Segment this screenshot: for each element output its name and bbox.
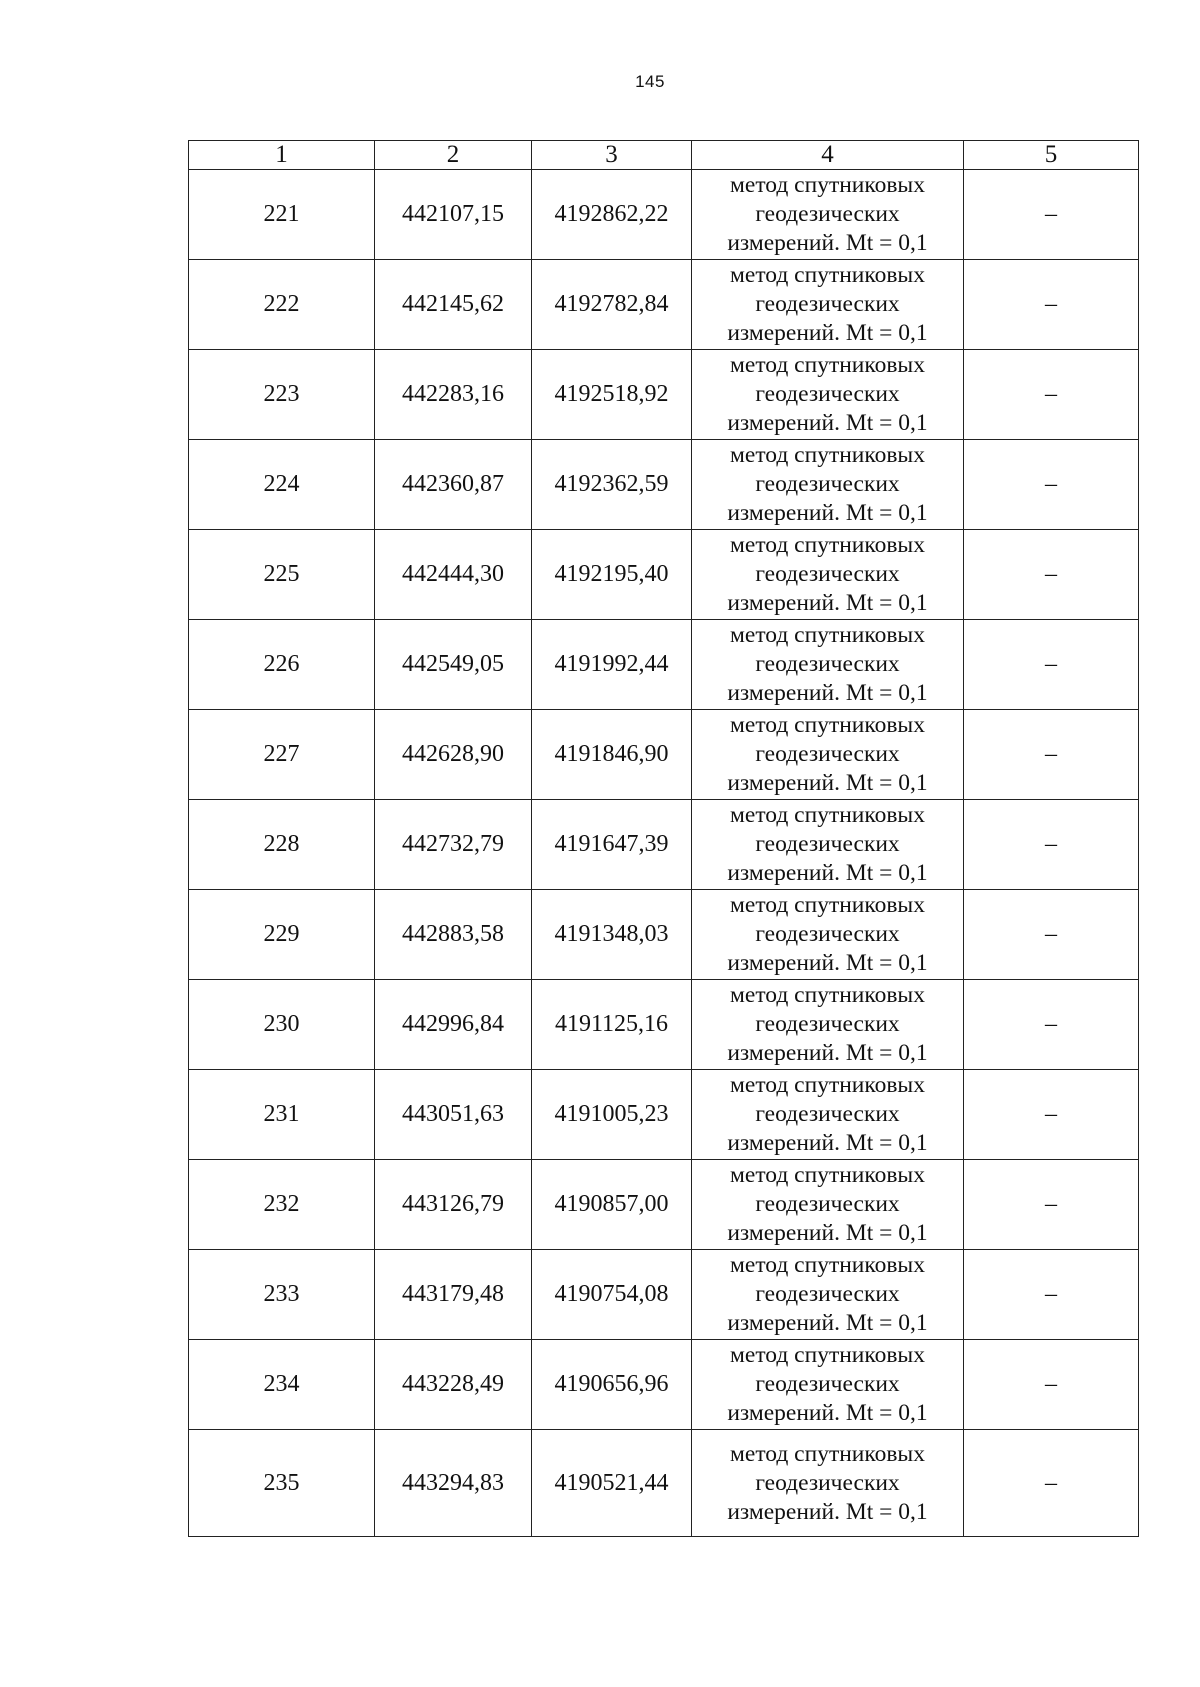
method-cell — [692, 800, 964, 890]
note-dash: – — [1045, 651, 1057, 677]
method-cell — [692, 890, 964, 980]
method-cell — [692, 1250, 964, 1340]
method-line: измерений. Mt = 0,1 — [727, 590, 928, 616]
note-cell — [964, 1250, 1139, 1340]
note-dash: – — [1045, 831, 1057, 857]
point-number-cell: 221 — [189, 170, 375, 260]
method-line: измерений. Mt = 0,1 — [727, 500, 928, 526]
method-cell — [692, 350, 964, 440]
table-row — [189, 440, 1139, 530]
y-coordinate-cell: 4191992,44 — [532, 620, 692, 710]
method-line: метод спутниковых — [730, 1072, 925, 1098]
method-line: метод спутниковых — [730, 1440, 925, 1467]
x-coordinate-cell: 442145,62 — [375, 260, 532, 350]
method-line: геодезических — [755, 1469, 900, 1496]
y-coordinate-cell: 4191005,23 — [532, 1070, 692, 1160]
table-row — [189, 350, 1139, 440]
table-row — [189, 260, 1139, 350]
note-cell — [964, 530, 1139, 620]
table-row — [189, 620, 1139, 710]
point-number-cell: 231 — [189, 1070, 375, 1160]
method-line: метод спутниковых — [730, 1162, 925, 1188]
method-line: геодезических — [755, 291, 900, 317]
header-row — [189, 141, 1139, 170]
method-line: метод спутниковых — [730, 532, 925, 558]
method-line: измерений. Mt = 0,1 — [727, 230, 928, 256]
y-coordinate-cell: 4192195,40 — [532, 530, 692, 620]
note-dash: – — [1045, 1469, 1057, 1496]
method-line: измерений. Mt = 0,1 — [727, 320, 928, 346]
x-coordinate-cell: 443294,83 — [375, 1430, 532, 1537]
x-coordinate-cell: 442444,30 — [375, 530, 532, 620]
point-number-cell: 233 — [189, 1250, 375, 1340]
method-line: измерений. Mt = 0,1 — [727, 1220, 928, 1246]
note-dash: – — [1045, 201, 1057, 227]
y-coordinate-cell: 4190857,00 — [532, 1160, 692, 1250]
method-line: метод спутниковых — [730, 442, 925, 468]
method-line: метод спутниковых — [730, 892, 925, 918]
method-cell — [692, 1070, 964, 1160]
method-line: геодезических — [755, 651, 900, 677]
point-number-cell: 223 — [189, 350, 375, 440]
note-cell — [964, 170, 1139, 260]
header-col-2: 2 — [375, 141, 532, 170]
table-row — [189, 1340, 1139, 1430]
coordinates-table — [188, 140, 1139, 1537]
coordinates-table-container — [188, 140, 1138, 1537]
method-line: геодезических — [755, 1191, 900, 1217]
method-line: метод спутниковых — [730, 1342, 925, 1368]
x-coordinate-cell: 442628,90 — [375, 710, 532, 800]
note-dash: – — [1045, 1011, 1057, 1037]
table-row — [189, 800, 1139, 890]
point-number-cell: 224 — [189, 440, 375, 530]
x-coordinate-cell: 442107,15 — [375, 170, 532, 260]
x-coordinate-cell: 442549,05 — [375, 620, 532, 710]
y-coordinate-cell: 4190754,08 — [532, 1250, 692, 1340]
y-coordinate-cell: 4191846,90 — [532, 710, 692, 800]
method-line: метод спутниковых — [730, 352, 925, 378]
y-coordinate-cell: 4190656,96 — [532, 1340, 692, 1430]
method-cell — [692, 530, 964, 620]
x-coordinate-cell: 443126,79 — [375, 1160, 532, 1250]
method-line: геодезических — [755, 1011, 900, 1037]
table-row — [189, 980, 1139, 1070]
header-col-4: 4 — [692, 141, 964, 170]
method-cell — [692, 710, 964, 800]
note-dash: – — [1045, 561, 1057, 587]
x-coordinate-cell: 442283,16 — [375, 350, 532, 440]
x-coordinate-cell: 442996,84 — [375, 980, 532, 1070]
header-col-5: 5 — [964, 141, 1139, 170]
method-line: метод спутниковых — [730, 802, 925, 828]
x-coordinate-cell: 442732,79 — [375, 800, 532, 890]
y-coordinate-cell: 4190521,44 — [532, 1430, 692, 1537]
note-dash: – — [1045, 471, 1057, 497]
method-cell — [692, 260, 964, 350]
method-line: измерений. Mt = 0,1 — [727, 1498, 928, 1525]
table-row — [189, 710, 1139, 800]
method-line: метод спутниковых — [730, 982, 925, 1008]
x-coordinate-cell: 443179,48 — [375, 1250, 532, 1340]
note-cell — [964, 440, 1139, 530]
method-line: метод спутниковых — [730, 172, 925, 198]
point-number-cell: 235 — [189, 1430, 375, 1537]
method-cell — [692, 1160, 964, 1250]
y-coordinate-cell: 4191647,39 — [532, 800, 692, 890]
y-coordinate-cell: 4192782,84 — [532, 260, 692, 350]
method-line: измерений. Mt = 0,1 — [727, 770, 928, 796]
table-row — [189, 1430, 1139, 1537]
note-cell — [964, 350, 1139, 440]
table-body — [189, 170, 1139, 1537]
point-number-cell: 234 — [189, 1340, 375, 1430]
table-row — [189, 1160, 1139, 1250]
note-cell — [964, 1340, 1139, 1430]
point-number-cell: 232 — [189, 1160, 375, 1250]
point-number-cell: 230 — [189, 980, 375, 1070]
point-number-cell: 226 — [189, 620, 375, 710]
method-line: метод спутниковых — [730, 712, 925, 738]
note-dash: – — [1045, 1191, 1057, 1217]
method-cell — [692, 980, 964, 1070]
note-cell — [964, 1430, 1139, 1537]
method-line: геодезических — [755, 921, 900, 947]
method-line: геодезических — [755, 741, 900, 767]
method-line: геодезических — [755, 1371, 900, 1397]
method-line: измерений. Mt = 0,1 — [727, 1400, 928, 1426]
y-coordinate-cell: 4191125,16 — [532, 980, 692, 1070]
note-cell — [964, 980, 1139, 1070]
method-line: измерений. Mt = 0,1 — [727, 1130, 928, 1156]
method-cell — [692, 440, 964, 530]
note-cell — [964, 890, 1139, 980]
method-line: измерений. Mt = 0,1 — [727, 410, 928, 436]
x-coordinate-cell: 442360,87 — [375, 440, 532, 530]
note-dash: – — [1045, 741, 1057, 767]
method-line: геодезических — [755, 471, 900, 497]
point-number-cell: 222 — [189, 260, 375, 350]
y-coordinate-cell: 4192518,92 — [532, 350, 692, 440]
x-coordinate-cell: 443051,63 — [375, 1070, 532, 1160]
point-number-cell: 228 — [189, 800, 375, 890]
method-line: измерений. Mt = 0,1 — [727, 1040, 928, 1066]
table-row — [189, 530, 1139, 620]
table-row — [189, 1070, 1139, 1160]
note-cell — [964, 800, 1139, 890]
x-coordinate-cell: 442883,58 — [375, 890, 532, 980]
note-cell — [964, 710, 1139, 800]
point-number-cell: 225 — [189, 530, 375, 620]
method-cell — [692, 170, 964, 260]
method-line: геодезических — [755, 831, 900, 857]
method-line: геодезических — [755, 1281, 900, 1307]
method-line: измерений. Mt = 0,1 — [727, 1310, 928, 1336]
note-cell — [964, 260, 1139, 350]
method-line: геодезических — [755, 561, 900, 587]
method-cell — [692, 1430, 964, 1537]
note-cell — [964, 620, 1139, 710]
note-dash: – — [1045, 1371, 1057, 1397]
method-line: измерений. Mt = 0,1 — [727, 860, 928, 886]
method-line: метод спутниковых — [730, 262, 925, 288]
method-line: метод спутниковых — [730, 622, 925, 648]
table-row — [189, 170, 1139, 260]
table-header — [189, 141, 1139, 170]
table-row — [189, 1250, 1139, 1340]
note-dash: – — [1045, 381, 1057, 407]
note-dash: – — [1045, 1101, 1057, 1127]
header-col-3: 3 — [532, 141, 692, 170]
page-number: 145 — [635, 72, 665, 91]
note-cell — [964, 1070, 1139, 1160]
note-cell — [964, 1160, 1139, 1250]
method-line: геодезических — [755, 381, 900, 407]
point-number-cell: 229 — [189, 890, 375, 980]
x-coordinate-cell: 443228,49 — [375, 1340, 532, 1430]
note-dash: – — [1045, 1281, 1057, 1307]
point-number-cell: 227 — [189, 710, 375, 800]
note-dash: – — [1045, 291, 1057, 317]
table-row — [189, 890, 1139, 980]
method-line: измерений. Mt = 0,1 — [727, 680, 928, 706]
method-cell — [692, 1340, 964, 1430]
y-coordinate-cell: 4192362,59 — [532, 440, 692, 530]
method-cell — [692, 620, 964, 710]
method-line: измерений. Mt = 0,1 — [727, 950, 928, 976]
method-line: метод спутниковых — [730, 1252, 925, 1278]
method-line: геодезических — [755, 1101, 900, 1127]
header-col-1: 1 — [189, 141, 375, 170]
note-dash: – — [1045, 921, 1057, 947]
y-coordinate-cell: 4191348,03 — [532, 890, 692, 980]
y-coordinate-cell: 4192862,22 — [532, 170, 692, 260]
method-line: геодезических — [755, 201, 900, 227]
